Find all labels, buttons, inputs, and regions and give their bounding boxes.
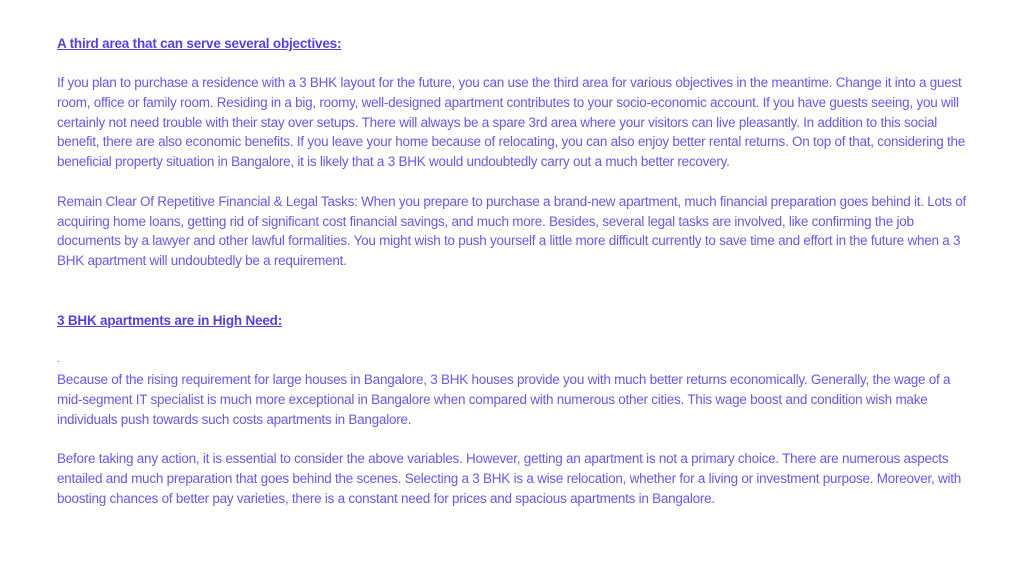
section-heading-third-area: A third area that can serve several objectives: [57, 36, 342, 51]
separator-dot: . [57, 354, 60, 366]
section-heading-high-need: 3 BHK apartments are in High Need: [57, 312, 283, 328]
paragraph-third-area: If you plan to purchase a residence with a 3 BHK layout for the future, you can use the third area for various objectives in the meantime. Change it into a guest room, office or family room. Residing in a big, roomy, well-designed apartment contributes to your socio-economic account. If you have guests seeing, you will certainly not need trouble with their stay over setups. There will always be a spare 3rd area where your visitors can live pleasantly. In addition to this social benefit, there are also economic benefits. If you leave your home because of relocating, you can also enjoy better rental returns. On top of that, considering the beneficial property situation in Bangalore, it is likely that a 3 BHK would undoubtedly carry out a much better recovery. [57, 75, 966, 170]
document-page [57, 34, 967, 509]
paragraph-before-action: Before taking any action, it is essential to consider the above variables. However, getting an apartment is not a primary choice. There are numerous aspects entailed and much preparation that goes behind the scenes. Selecting a 3 BHK is a wise relocation, whether for a living or investment purpose. Moreover, with boosting chances of better pay varieties, there is a constant need for prices and spacious apartments in Bangalore. [57, 451, 962, 506]
paragraph-financial-legal: Remain Clear Of Repetitive Financial & Legal Tasks: When you prepare to purchase a brand-new apartment, much financial preparation goes behind it. Lots of acquiring home loans, getting rid of significant cost financial savings, and much more. Besides, several legal tasks are involved, like confirming the job documents by a lawyer and other lawful formalities. You might wish to push yourself a little more difficult currently to save time and effort in the future when a 3 BHK apartment will undoubtedly be a requirement. [57, 193, 967, 269]
paragraph-rising-requirement: Because of the rising requirement for large houses in Bangalore, 3 BHK houses provide you with much better returns economically. Generally, the wage of a mid-segment IT specialist is much more exceptional in Bangalore when compared with numerous other cities. This wage boost and condition wish make individuals push towards such costs apartments in Bangalore. [57, 372, 951, 427]
